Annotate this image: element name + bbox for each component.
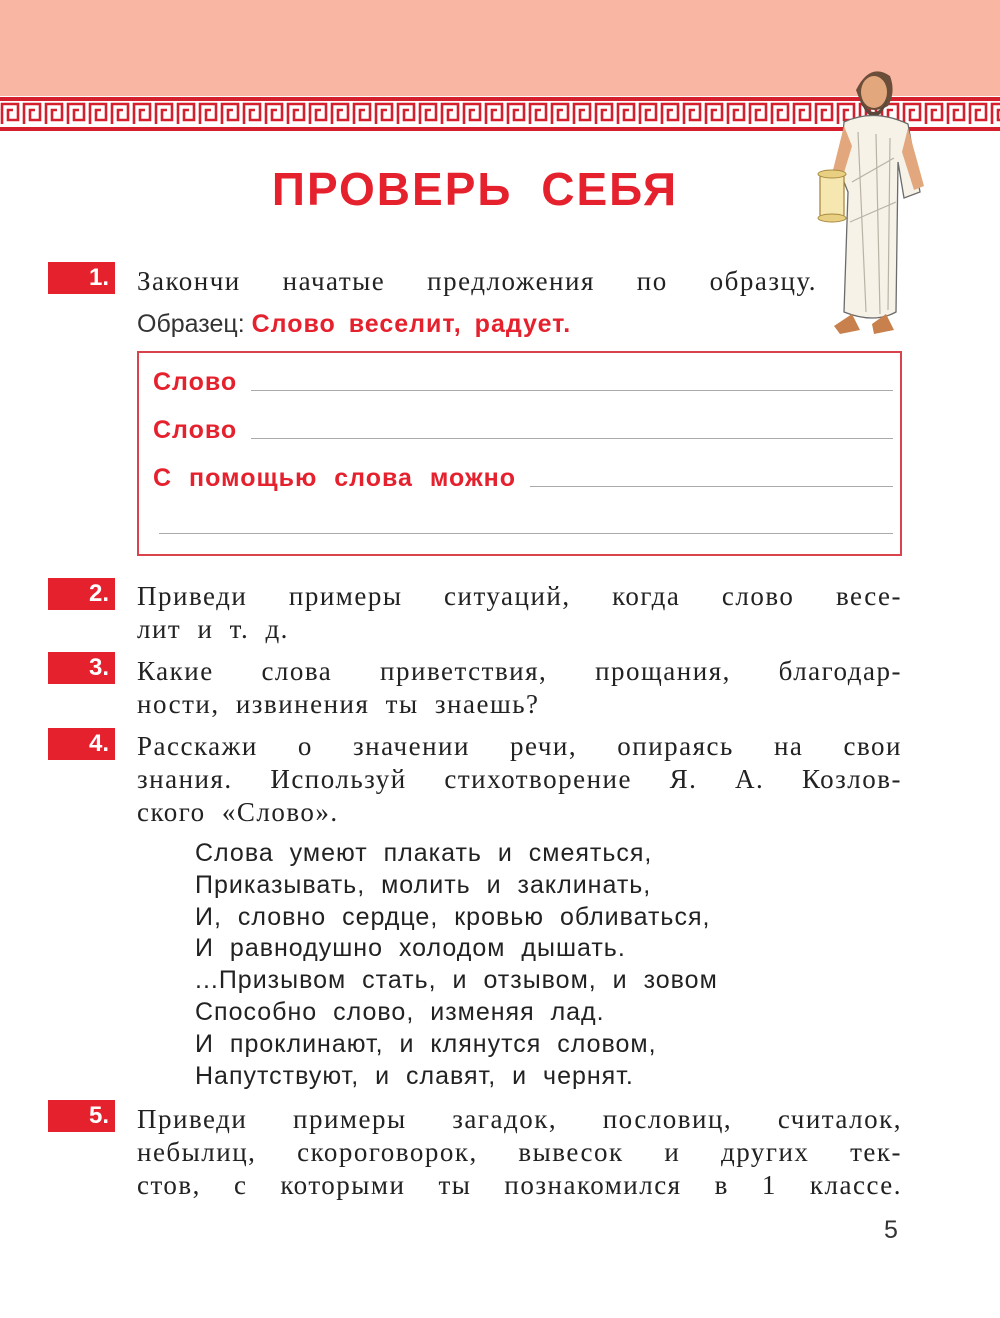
poem-line: И проклинают, и клянутся словом, (195, 1029, 657, 1058)
answer-line[interactable] (251, 438, 893, 439)
task-line: стов, с которыми ты познакомился в 1 классе. (137, 1170, 902, 1200)
fill-row-label: С помощью слова можно (153, 464, 517, 492)
task-line: ности, извинения ты знаешь? (137, 689, 540, 719)
poem-line: Слова умеют плакать и смеяться, (195, 839, 653, 867)
task-line: небылиц, скороговорок, вывесок и других тек- (137, 1137, 902, 1167)
poem (195, 838, 718, 1092)
answer-line[interactable] (159, 533, 893, 534)
task-line: знания. Используй стихотворение Я. А. Козлов- (137, 764, 902, 794)
task-line: Приведи примеры загадок, пословиц, считалок, (137, 1104, 902, 1134)
fill-row-label: Слово (153, 416, 238, 444)
answer-line[interactable] (530, 486, 893, 487)
task-line: лит и т. д. (137, 614, 289, 644)
page-number: 5 (884, 1216, 898, 1244)
answer-line[interactable] (251, 390, 893, 391)
task-text (137, 580, 902, 646)
fill-row-label: Слово (153, 368, 238, 396)
poem-line: ...Призывом стать, и отзывом, и зовом (195, 966, 718, 995)
fill-row (153, 367, 893, 397)
task-text (137, 1103, 902, 1202)
sample-label: Образец: (137, 310, 245, 338)
poem-line: Способно слово, изменяя лад. (195, 997, 605, 1026)
task-number-badge: 3. (48, 652, 115, 684)
task-line: Расскажи о значении речи, опираясь на свои (137, 731, 902, 761)
page-title: ПРОВЕРЬ СЕБЯ (271, 163, 679, 215)
poem-line: И, словно сердце, кровью обливаться, (195, 902, 711, 931)
poem-line: Напутствуют, и славят, и чернят. (195, 1061, 634, 1090)
task-text (137, 265, 817, 298)
task-number-badge: 4. (48, 728, 115, 760)
task-line: Закончи начатые предложения по образцу. (137, 266, 817, 296)
task-number-badge: 2. (48, 578, 115, 610)
poem-line: И равнодушно холодом дышать. (195, 934, 626, 963)
sample-line (137, 310, 571, 339)
task-number-badge: 5. (48, 1100, 115, 1132)
task-number-badge: 1. (48, 262, 115, 294)
fill-row (153, 415, 893, 445)
task-line: Какие слова приветствия, прощания, благодар- (137, 656, 902, 686)
sample-text: Слово веселит, радует. (251, 310, 572, 338)
task-text (137, 655, 902, 721)
task-text (137, 730, 902, 829)
fill-row (153, 463, 893, 493)
poem-line: Приказывать, молить и заклинать, (195, 870, 652, 899)
task-line: Приведи примеры ситуаций, когда слово весе- (137, 581, 902, 611)
task-line: ского «Слово». (137, 797, 339, 827)
answer-box (137, 351, 902, 556)
